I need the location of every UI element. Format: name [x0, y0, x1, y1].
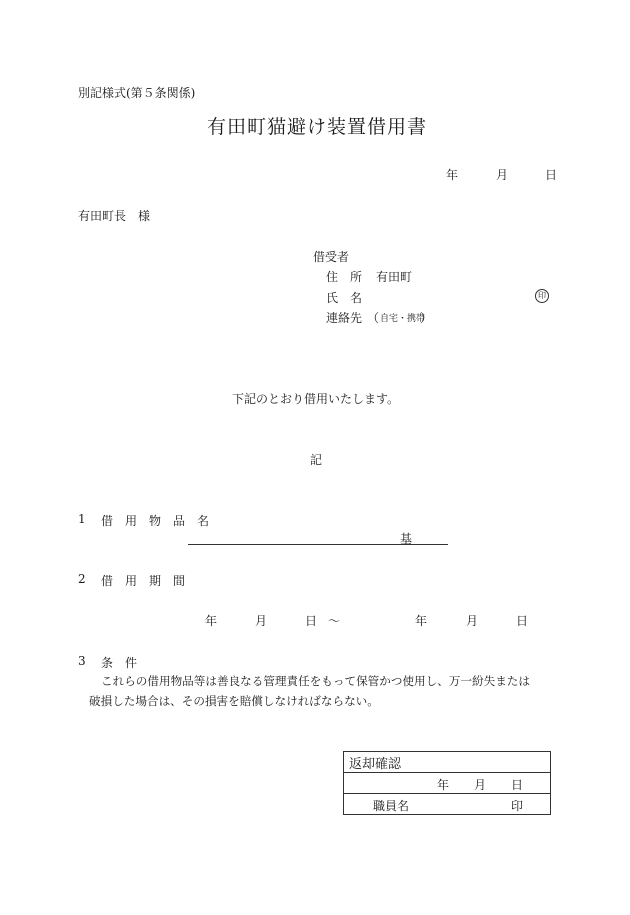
end-year-label: 年 [415, 614, 428, 628]
seal-icon: 印 [535, 289, 549, 303]
address-label: 住 所 [326, 270, 363, 284]
address-value: 有田町 [376, 270, 413, 284]
period-tilde: ～ [328, 614, 341, 628]
contact-close-paren: ） [420, 311, 433, 325]
start-month-label: 月 [255, 614, 268, 628]
staff-seal-label: 印 [511, 799, 524, 813]
staff-name-label: 職員名 [373, 799, 410, 813]
document-title: 有田町猫避け装置借用書 [207, 116, 428, 138]
end-month-label: 月 [466, 614, 479, 628]
date-year-label: 年 [446, 168, 459, 182]
section-label: 借 用 物 品 名 [101, 514, 210, 528]
date-month-label: 月 [496, 168, 509, 182]
name-label: 氏 名 [326, 291, 363, 305]
start-day-label: 日 [305, 614, 318, 628]
return-month-label: 月 [474, 778, 487, 792]
addressee: 有田町長 様 [78, 209, 151, 223]
contact-hint: 自宅・携帯 [380, 314, 426, 324]
statement: 下記のとおり借用いたします。 [232, 392, 400, 406]
section-label: 条 件 [101, 656, 138, 670]
contact-open-paren: （ [367, 311, 380, 325]
start-year-label: 年 [205, 614, 218, 628]
conditions-text-line2: 破損した場合は、その損害を賠償しなければならない。 [89, 694, 379, 708]
section-label: 借 用 期 間 [101, 574, 186, 588]
section-number: 1 [78, 512, 86, 526]
return-box-title: 返却確認 [349, 756, 402, 772]
return-day-label: 日 [511, 778, 524, 792]
return-confirmation-box [343, 751, 551, 815]
item-unit: 基 [400, 532, 413, 546]
borrower-heading: 借受者 [313, 250, 350, 264]
end-day-label: 日 [516, 614, 529, 628]
conditions-text-line1: これらの借用物品等は善良なる管理責任をもって保管かつ使用し、万一紛失または [101, 674, 530, 688]
section-number: 2 [78, 572, 86, 586]
ki-heading: 記 [310, 453, 323, 467]
date-day-label: 日 [545, 168, 558, 182]
form-reference: 別記様式(第５条関係) [78, 86, 196, 100]
contact-label: 連絡先 [326, 311, 363, 325]
section-number: 3 [78, 654, 86, 668]
return-year-label: 年 [437, 778, 450, 792]
